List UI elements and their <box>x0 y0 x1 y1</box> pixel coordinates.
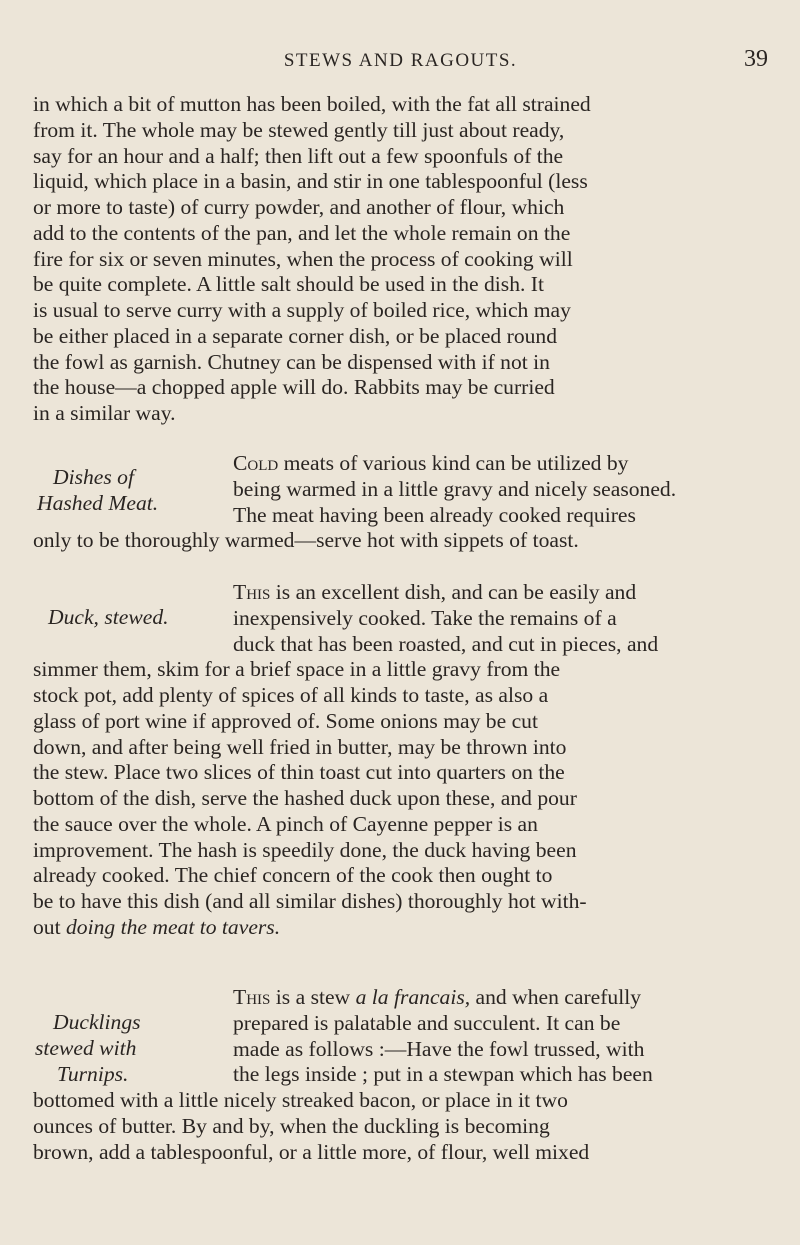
sidenote-line: Turnips. <box>57 1061 129 1086</box>
italic-run: a la francais, <box>355 985 471 1009</box>
text-line: ounces of butter. By and by, when the duckling is becoming <box>33 1113 550 1138</box>
text-line: from it. The whole may be stewed gently till just about ready, <box>33 117 565 142</box>
text-line: the legs inside ; put in a stewpan which has been <box>233 1062 653 1087</box>
sidenote-line: Ducklings <box>53 1010 141 1034</box>
text-line: the fowl as garnish. Chutney can be dispensed with if not in <box>33 349 550 374</box>
text-line: is usual to serve curry with a supply of boiled rice, which may <box>33 298 571 322</box>
text-line: or more to taste) of curry powder, and another of flour, which <box>33 195 565 219</box>
text-line: simmer them, skim for a brief space in a little gravy from the <box>33 657 561 682</box>
text-line: stock pot, add plenty of spices of all kinds to taste, as also a <box>33 683 549 707</box>
text-line <box>33 580 768 606</box>
text-line: be quite complete. A little salt should be used in the dish. It <box>33 272 544 297</box>
text-line: duck that has been roasted, and cut in pieces, and <box>233 631 659 656</box>
italic-run: doing the meat to tavers. <box>66 914 281 939</box>
text-line: add to the contents of the pan, and let the whole remain on the <box>33 220 571 245</box>
text-line: improvement. The hash is speedily done, the duck having been <box>33 837 577 862</box>
sidenote-line: Dishes of <box>53 465 134 489</box>
sidenote-line: stewed with <box>35 1035 137 1060</box>
text-line: say for an hour and a half; then lift out a few spoonfuls of the <box>33 143 564 168</box>
text-line: glass of port wine if approved of. Some onions may be cut <box>33 708 538 733</box>
text-line: only to be thoroughly warmed—serve hot with sippets of toast. <box>33 528 579 553</box>
text-line: bottomed with a little nicely streaked bacon, or place in it two <box>33 1088 568 1112</box>
paragraph-hashed-meat <box>33 451 768 554</box>
paragraph-curry <box>33 92 768 427</box>
text-line: the sauce over the whole. A pinch of Cayenne pepper is an <box>33 811 538 836</box>
text-line: down, and after being well fried in butter, may be thrown into <box>33 734 567 759</box>
lead-word: This <box>233 580 271 604</box>
running-head-title: STEWS AND RAGOUTS. <box>283 50 518 71</box>
text-line: fire for six or seven minutes, when the process of cooking will <box>33 246 573 271</box>
text-line: The meat having been already cooked requires <box>233 502 636 527</box>
text-line: liquid, which place in a basin, and stir in one tablespoonful (less <box>33 169 588 194</box>
text-line: already cooked. The chief concern of the cook then ought to <box>33 863 553 888</box>
text-line: being warmed in a little gravy and nicely seasoned. <box>233 476 677 501</box>
paragraph-ducklings <box>33 985 768 1165</box>
text-line: bottom of the dish, serve the hashed duck upon these, and pour <box>33 786 577 810</box>
text-line: in which a bit of mutton has been boiled, with the fat all strained <box>33 92 591 116</box>
text-line <box>33 915 768 941</box>
text-line: brown, add a tablespoonful, or a little more, of flour, well mixed <box>33 1139 590 1164</box>
text-run: is an excellent dish, and can be easily and <box>275 580 637 604</box>
text-run: and when carefully <box>475 985 642 1009</box>
text-run: meats of various kind can be utilized by <box>283 451 629 475</box>
page-number: 39 <box>744 46 768 72</box>
lead-word: Cold <box>233 451 279 475</box>
text-line: inexpensively cooked. Take the remains of a <box>233 605 617 630</box>
running-head <box>33 46 768 76</box>
text-line: in a similar way. <box>33 401 176 425</box>
paragraph-duck-stewed <box>33 580 768 941</box>
lead-word: This <box>233 985 271 1009</box>
text-line: the house—a chopped apple will do. Rabbits may be curried <box>33 375 555 400</box>
text-line: prepared is palatable and succulent. It can be <box>233 1010 621 1035</box>
text-line <box>33 985 768 1011</box>
text-run: out <box>33 914 61 939</box>
sidenote-duck-stewed: Duck, stewed. <box>48 605 169 629</box>
text-line <box>33 451 768 477</box>
text-line: made as follows :—Have the fowl trussed, with <box>233 1036 645 1061</box>
sidenote-line: Hashed Meat. <box>37 490 159 515</box>
text-line: be either placed in a separate corner dish, or be placed round <box>33 323 558 348</box>
text-line: be to have this dish (and all similar dishes) thoroughly hot with- <box>33 889 587 913</box>
text-line: the stew. Place two slices of thin toast cut into quarters on the <box>33 760 565 785</box>
text-run: is a stew <box>275 985 351 1009</box>
